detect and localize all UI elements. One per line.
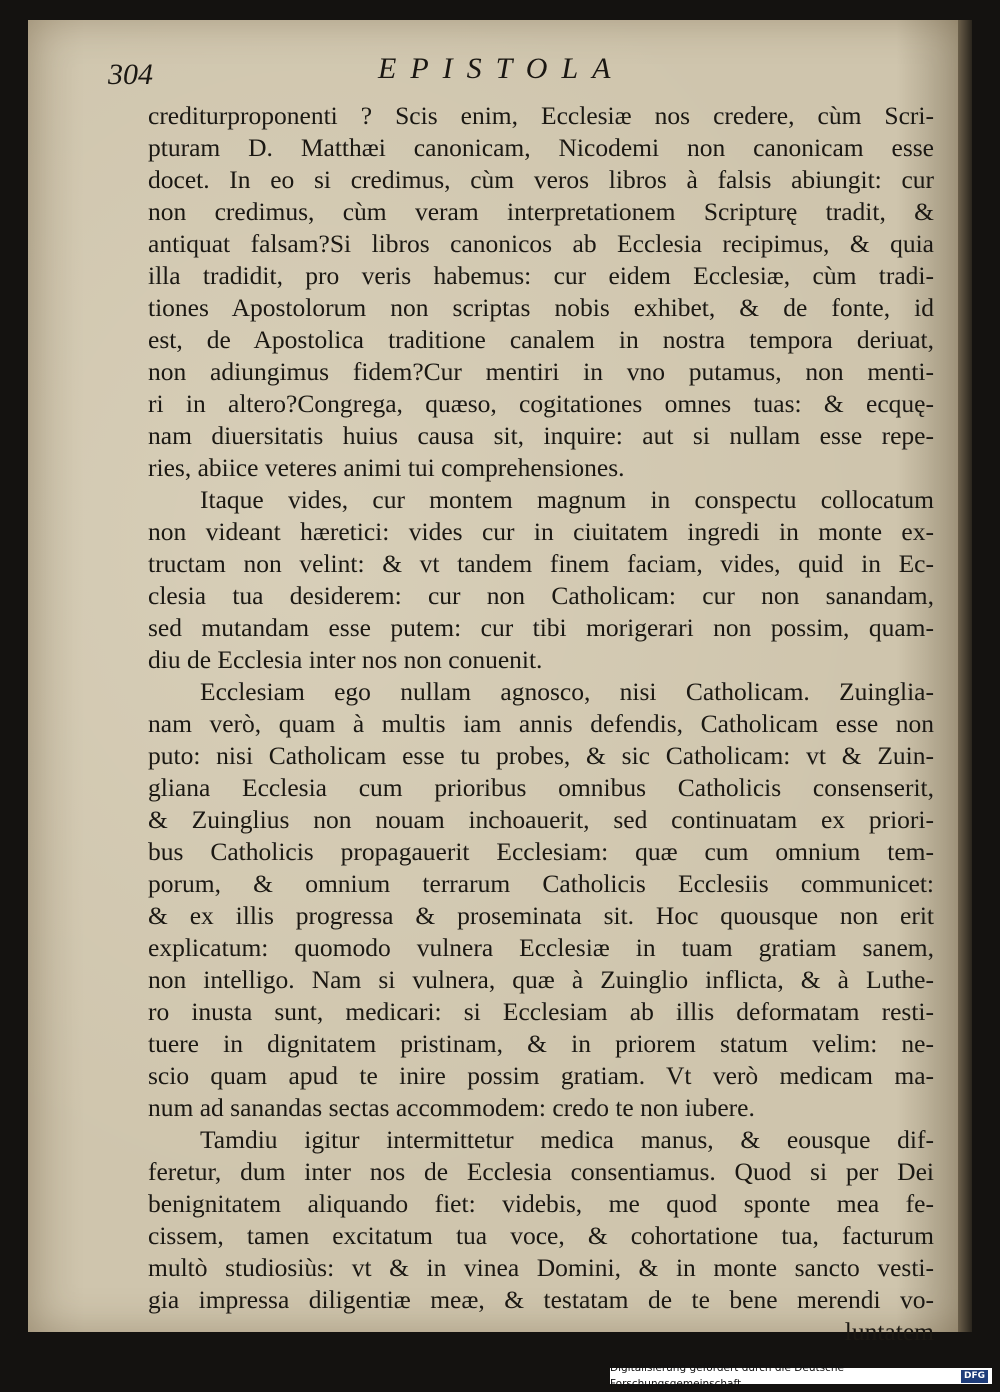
page-number: 304 — [108, 58, 153, 91]
text-line: gia impressa diligentiæ meæ, & testatam de te bene merendi vo- — [148, 1285, 934, 1314]
text-line: pturam D. Matthæi canonicam, Nicodemi non canonicam esse — [148, 133, 934, 162]
text-line: puto: nisi Catholicam esse tu probes, & sic Catholicam: vt & Zuin- — [148, 741, 934, 770]
text-line: multò studiosiùs: vt & in vinea Domini, & in monte sancto vesti- — [148, 1253, 934, 1282]
text-line: porum, & omnium terrarum Catholicis Ecclesiis communicet: — [148, 869, 934, 898]
text-line: illa tradidit, pro veris habemus: cur eidem Ecclesiæ, cùm tradi- — [148, 261, 934, 290]
text-line: num ad sanandas sectas accommodem: credo te non iubere. — [148, 1093, 755, 1122]
text-line: & ex illis progressa & proseminata sit. Hoc quousque non erit — [148, 901, 934, 930]
text-line: crediturproponenti ? Scis enim, Ecclesiæ nos credere, cùm Scri- — [148, 101, 934, 130]
text-line: non videant hæretici: vides cur in ciuitatem ingredi in monte ex- — [148, 517, 934, 546]
text-line: diu de Ecclesia inter nos non conuenit. — [148, 645, 543, 674]
dfg-logo: DFG — [961, 1370, 988, 1383]
text-line: Tamdiu igitur intermittetur medica manus, & eousque dif- — [200, 1125, 934, 1154]
text-line: tiones Apostolorum non scriptas nobis exhibet, & de fonte, id — [148, 293, 934, 322]
funding-note: Digitalisierung gefördert durch die Deutsche Forschungsgemeinschaft — [610, 1362, 844, 1390]
text-line: ri in altero?Congrega, quæso, cogitationes omnes tuas: & ecquę- — [148, 389, 934, 418]
text-line: bus Catholicis propagauerit Ecclesiam: quæ cum omnium tem- — [148, 837, 934, 866]
text-line: clesia tua desiderem: cur non Catholicam: cur non sanandam, — [148, 581, 934, 610]
text-line: feretur, dum inter nos de Ecclesia consentiamus. Quod si per Dei — [148, 1157, 934, 1186]
text-line: sed mutandam esse putem: cur tibi morigerari non possim, quam- — [148, 613, 934, 642]
text-line: & Zuinglius non nouam inchoauerit, sed continuatam ex priori- — [148, 805, 934, 834]
text-line: antiquat falsam?Si libros canonicos ab Ecclesia recipimus, & quia — [148, 229, 934, 258]
text-line: gliana Ecclesia cum prioribus omnibus Catholicis consenserit, — [148, 773, 934, 802]
text-line: est, de Apostolica traditione canalem in nostra tempora deriuat, — [148, 325, 934, 354]
text-line: tuere in dignitatem pristinam, & in priorem statum velim: ne- — [148, 1029, 934, 1058]
text-line: nam verò, quam à multis iam annis defendis, Catholicam esse non — [148, 709, 934, 738]
text-line: Ecclesiam ego nullam agnosco, nisi Catholicam. Zuinglia- — [200, 677, 934, 706]
text-line: tructam non velint: & vt tandem finem faciam, vides, quid in Ec- — [148, 549, 934, 578]
text-line: scio quam apud te inire possim gratiam. Vt verò medicam ma- — [148, 1061, 934, 1090]
text-line: nam diuersitatis huius causa sit, inquire: aut si nullam esse repe- — [148, 421, 934, 450]
body-text — [148, 100, 934, 1348]
text-line: non adiungimus fidem?Cur mentiri in vno putamus, non menti- — [148, 357, 934, 386]
text-line: Itaque vides, cur montem magnum in conspectu collocatum — [200, 485, 934, 514]
page-header — [108, 52, 938, 96]
digitization-footer — [610, 1362, 992, 1390]
text-line: non intelligo. Nam si vulnera, quæ à Zuinglio inflicta, & à Luthe- — [148, 965, 934, 994]
catchword: luntatem — [844, 1317, 934, 1346]
text-line: non credimus, cùm veram interpretationem Scripturę tradit, & — [148, 197, 934, 226]
text-line: explicatum: quomodo vulnera Ecclesiæ in tuam gratiam sanem, — [148, 933, 934, 962]
page-gutter — [958, 20, 972, 1332]
running-title: EPISTOLA — [378, 52, 625, 85]
text-line: ro inusta sunt, medicari: si Ecclesiam ab illis deformatam resti- — [148, 997, 934, 1026]
text-line: docet. In eo si credimus, cùm veros libros à falsis abiungit: cur — [148, 165, 934, 194]
text-line: cissem, tamen excitatum tua voce, & cohortatione tua, facturum — [148, 1221, 934, 1250]
text-line: benignitatem aliquando fiet: videbis, me quod sponte mea fe- — [148, 1189, 934, 1218]
text-line: ries, abiice veteres animi tui comprehensiones. — [148, 453, 625, 482]
